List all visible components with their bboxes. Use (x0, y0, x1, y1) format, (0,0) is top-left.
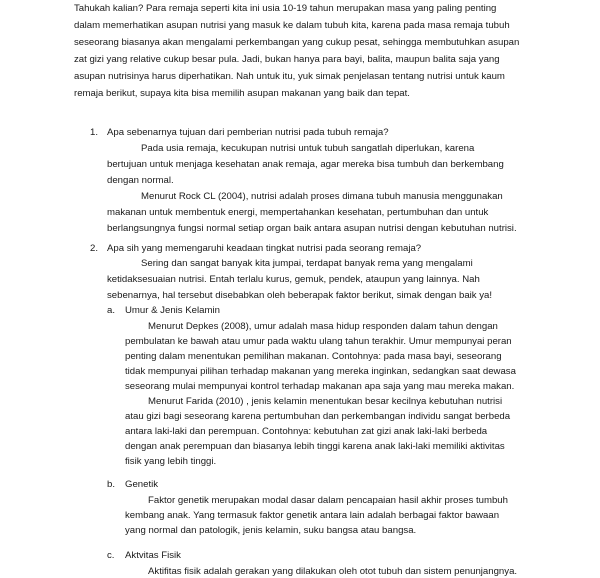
paragraph-line: dengan normal. (107, 175, 174, 186)
section-question: Apa sih yang memengaruhi keadaan tingkat nutrisi pada seorang remaja? (107, 243, 422, 254)
paragraph-line: kembang anak. Yang termasuk faktor genetik antara lain adalah berbagai faktor bawaan (125, 510, 500, 521)
section-question: Apa sebenarnya tujuan dari pemberian nutrisi pada tubuh remaja? (107, 127, 389, 138)
paragraph-line: Aktifitas fisik adalah gerakan yang dilakukan oleh otot tubuh dan sistem penunjangnya. (148, 566, 518, 577)
paragraph-line: Menurut Rock CL (2004), nutrisi adalah proses dimana tubuh manusia menggunakan (141, 191, 503, 202)
intro-line: Tahukah kalian? Para remaja seperti kita ini usia 10-19 tahun merupakan masa yang paling penting (74, 3, 497, 14)
paragraph-line: Menurut Depkes (2008), umur adalah masa hidup responden dalam tahun dengan (148, 321, 498, 332)
subsection-title: Genetik (125, 479, 159, 490)
paragraph-line: pembulatan ke bawah atau umur pada waktu ulang tahun terakhir. Umur mempunyai peran (125, 336, 512, 347)
section-number: 1. (90, 127, 99, 138)
subsection-title: Umur & Jenis Kelamin (125, 305, 220, 316)
subsection-letter: c. (107, 550, 115, 561)
intro-line: seseorang biasanya akan mengalami perkembangan yang cukup pesat, sehingga membutuhkan asupan (74, 37, 520, 48)
section-number: 2. (90, 243, 99, 254)
paragraph-line: fisik yang lebih tinggi. (125, 456, 217, 467)
intro-line: asupan nutrisinya harus diperhatikan. Nah untuk itu, yuk simak penjelasan tentang nutrisi untuk kaum (74, 71, 505, 82)
paragraph-line: Sering dan sangat banyak kita jumpai, terdapat banyak rema yang mengalami (141, 258, 473, 269)
paragraph-line: dengan anak perempuan dan biasanya lebih tinggi karena anak laki-laki memiliki aktivitas (125, 441, 505, 452)
intro-line: remaja berikut, supaya kita bisa memilih asupan makanan yang baik dan tepat. (74, 88, 410, 99)
paragraph-line: Menurut Farida (2010) , jenis kelamin menentukan besar kecilnya kebutuhan nutrisi (148, 396, 503, 407)
paragraph-line: antara laki-laki dan perempuan. Contohnya: kebutuhan zat gizi anak laki-laki berbeda (125, 426, 488, 437)
subsection-letter: a. (107, 305, 116, 316)
paragraph-line: penting dalam menentukan pemilihan makanan. Contohnya: pada masa bayi, seseorang (125, 351, 502, 362)
paragraph-line: makanan untuk membentuk energi, mempertahankan kesehatan, pertumbuhan dan untuk (107, 207, 489, 218)
subsection-title: Aktvitas Fisik (125, 550, 181, 561)
paragraph-line: tidak mempunyai pilihan terhadap makanan yang mereka inginkan, sedangkan saat dewasa (125, 366, 516, 377)
intro-line: dalam memerhatikan asupan nutrisi yang masuk ke dalam tubuh kita, karena pada masa remaja tubuh (74, 20, 510, 31)
paragraph-line: seseorang mulai mempunyai kontrol terhadap makanan apa saja yang mau mereka makan. (125, 381, 515, 392)
paragraph-line: yang normal dan patologik, jenis kelamin, suku bangsa atau bangsa. (125, 525, 417, 536)
paragraph-line: berlangsungnya fungsi normal setiap organ baik antara asupan nutrisi dengan kebutuhan nutrisi. (107, 223, 517, 234)
subsection-letter: b. (107, 479, 116, 490)
intro-line: zat gizi yang relative cukup besar pula. Jadi, bukan hanya para bayi, balita, maupun balita saja yang (74, 54, 500, 65)
paragraph-line: Faktor genetik merupakan modal dasar dalam pencapaian hasil akhir proses tumbuh (148, 495, 508, 506)
paragraph-line: sebenarnya, hal tersebut disebabkan oleh beberapak faktor berikut, simak dengan baik ya! (107, 290, 493, 301)
paragraph-line: bertujuan untuk menjaga kesehatan anak remaja, agar mereka bisa tumbuh dan berkembang (107, 159, 504, 170)
paragraph-line: atau gizi bagi seseorang karena pertumbuhan dan perkembangan individu sangat berbeda (125, 411, 511, 422)
paragraph-line: ketidaksesuaian nutrisi. Entah terlalu kurus, gemuk, pendek, ataupun yang lainnya. Nah (107, 274, 480, 285)
paragraph-line: Pada usia remaja, kecukupan nutrisi untuk tubuh sangatlah diperlukan, karena (141, 143, 475, 154)
